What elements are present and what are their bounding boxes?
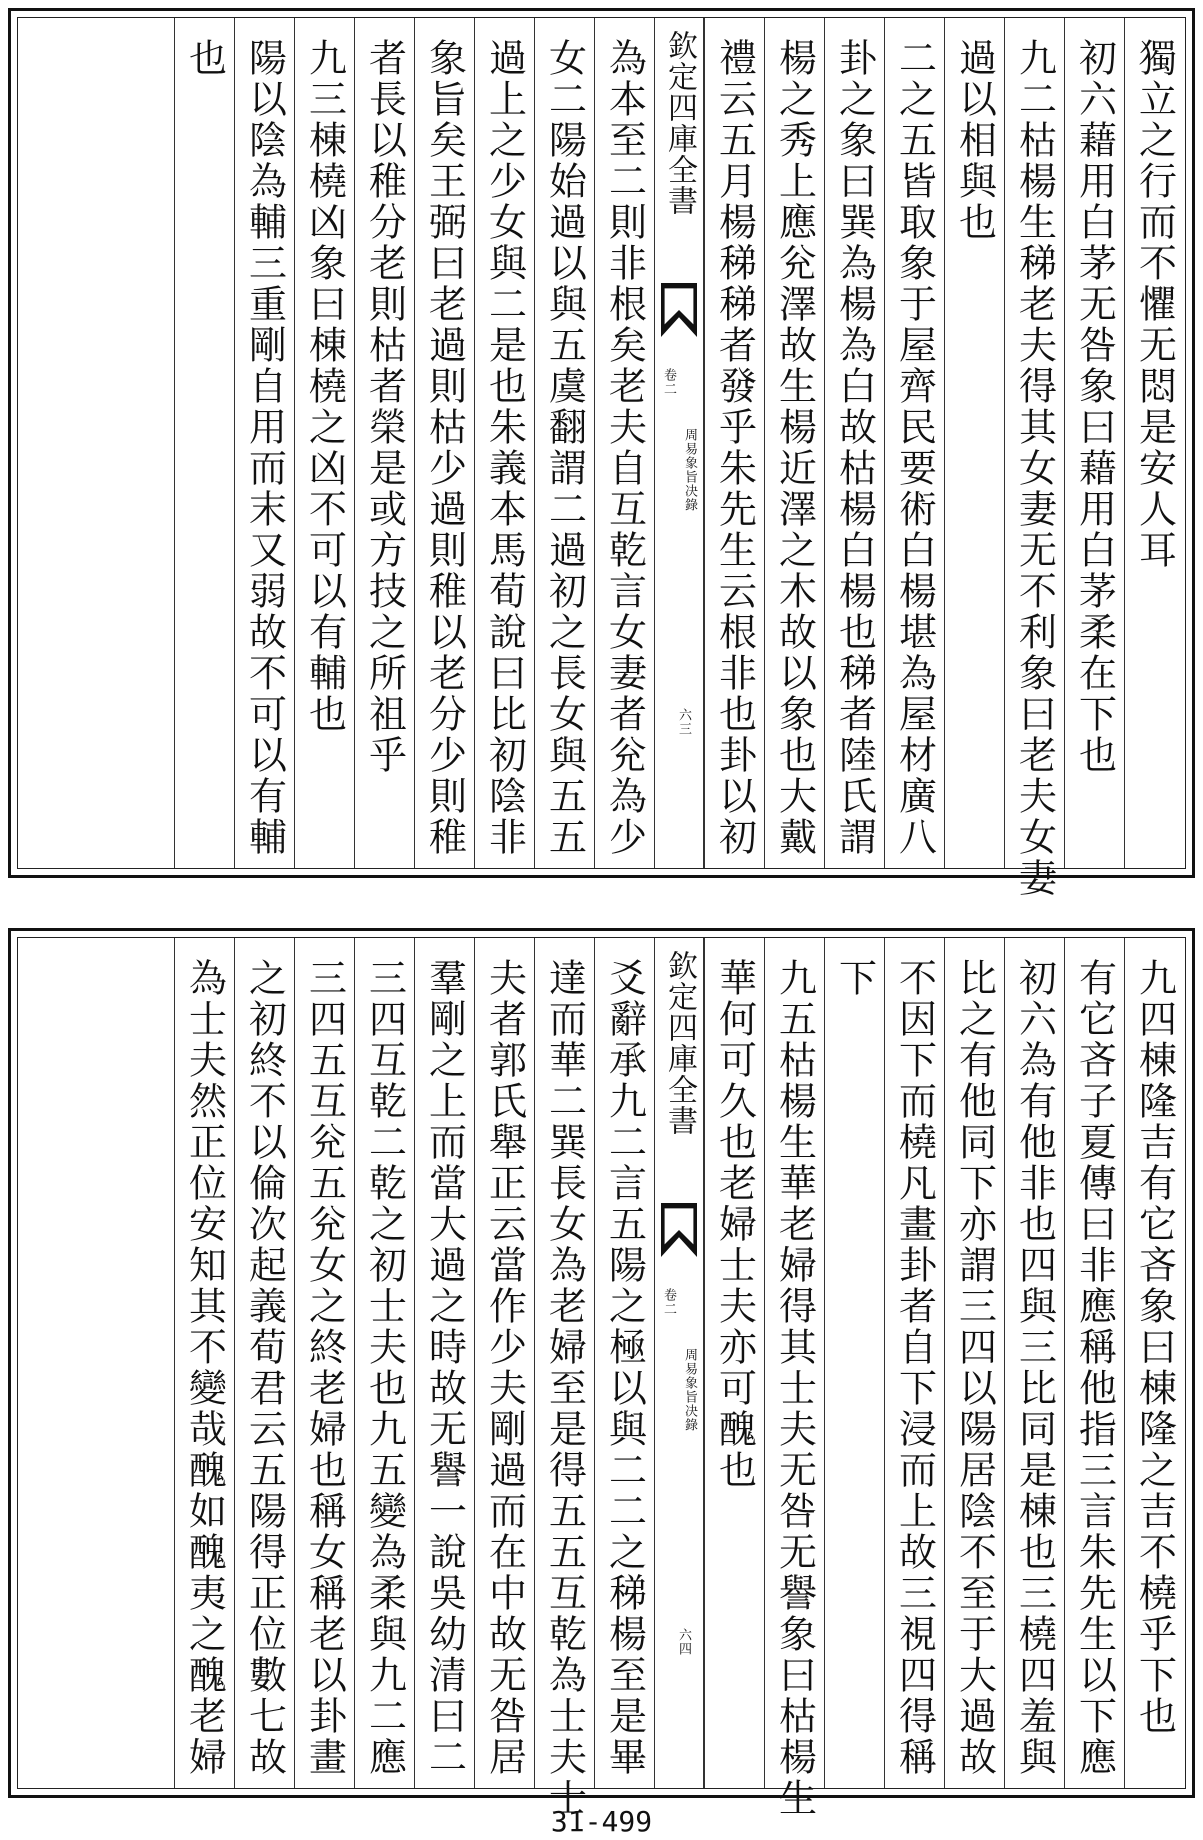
column-text: 九二枯楊生稊老夫得其女妻无不利象曰老夫女妻 xyxy=(1012,38,1057,899)
text-column xyxy=(884,938,944,1788)
text-column xyxy=(1004,18,1064,899)
column-text: 女二陽始過以與五虞翻謂二過初之長女與五五 xyxy=(542,38,587,858)
fish-tail-mark-icon xyxy=(661,280,697,340)
column-text: 九三棟橈凶象曰棟橈之凶不可以有輔也 xyxy=(302,38,347,735)
text-column xyxy=(944,18,1004,868)
text-column xyxy=(764,938,824,1819)
text-column xyxy=(824,18,884,868)
column-text: 九四棟隆吉有它吝象曰棟隆之吉不橈乎下也 xyxy=(1132,958,1177,1737)
text-column xyxy=(354,938,414,1788)
column-text: 九五枯楊生華老婦得其士夫无咎无譽象曰枯楊生 xyxy=(772,958,817,1819)
text-column xyxy=(174,18,234,868)
text-column xyxy=(1124,18,1184,868)
text-column xyxy=(1004,938,1064,1788)
column-text: 過上之少女與二是也朱義本馬荀說曰比初陰非 xyxy=(482,38,527,858)
center-fold-strip xyxy=(654,938,704,1788)
text-column xyxy=(824,938,884,1788)
column-text: 比之有他同下亦謂三四以陽居陰不至于大過故 xyxy=(952,958,997,1778)
text-column xyxy=(294,18,354,868)
column-text: 達而華二巽長女為老婦至是得五五互乾為士夫士 xyxy=(542,958,587,1819)
column-text: 下 xyxy=(832,958,877,999)
column-text: 為本至二則非根矣老夫自互乾言女妻者兊為少 xyxy=(602,38,647,858)
column-text: 初六藉用白茅无咎象曰藉用白茅柔在下也 xyxy=(1072,38,1117,776)
column-text: 過以相與也 xyxy=(952,38,997,243)
leaf-number: 六四 xyxy=(676,1628,691,1656)
column-text: 有它吝子夏傳曰非應稱他指三言朱先生以下應 xyxy=(1072,958,1117,1778)
leaf-number: 六三 xyxy=(676,708,691,736)
center-fold-strip xyxy=(654,18,704,868)
text-column xyxy=(414,18,474,868)
text-column xyxy=(764,18,824,868)
column-text: 之初終不以倫次起義荀君云五陽得正位數七故 xyxy=(242,958,287,1778)
header-title: 欽定四庫全書 xyxy=(662,30,697,216)
book-title: 周易象旨决錄 xyxy=(682,428,697,512)
column-text: 華何可久也老婦士夫亦可醜也 xyxy=(712,958,757,1491)
juan-label: 卷二 xyxy=(661,1288,676,1316)
text-column xyxy=(234,18,294,868)
text-column xyxy=(474,18,534,868)
top-page-frame xyxy=(17,17,1186,899)
text-column xyxy=(534,938,594,1819)
column-text: 不因下而橈凡畫卦者自下浸而上故三視四得稱 xyxy=(892,958,937,1778)
column-text: 者長以稚分老則枯者榮是或方技之所祖乎 xyxy=(362,38,407,776)
text-column xyxy=(1064,938,1124,1788)
text-column xyxy=(414,938,474,1788)
column-text: 禮云五月楊稊稊者發乎朱先生云根非也卦以初 xyxy=(712,38,757,858)
text-column xyxy=(534,18,594,868)
text-column xyxy=(174,938,234,1788)
text-column xyxy=(234,938,294,1788)
column-text: 三四五互兊五兊女之終老婦也稱女稱老以卦畫 xyxy=(302,958,347,1778)
column-text: 陽以陰為輔三重剛自用而末又弱故不可以有輔 xyxy=(242,38,287,858)
text-column xyxy=(1124,938,1184,1788)
juan-label: 卷二 xyxy=(661,368,676,396)
column-text: 爻辭承九二言五陽之極以與二二之稊楊至是畢 xyxy=(602,958,647,1778)
column-text: 夫者郭氏舉正云當作少夫剛過而在中故无咎居 xyxy=(482,958,527,1778)
text-column xyxy=(944,938,1004,1788)
text-column xyxy=(474,938,534,1788)
column-text: 二之五皆取象于屋齊民要術白楊堪為屋材廣八 xyxy=(892,38,937,858)
bottom-page-frame xyxy=(17,937,1186,1819)
text-column xyxy=(594,18,654,868)
page-number: 31-499 xyxy=(550,1805,653,1838)
text-column xyxy=(294,938,354,1788)
text-column xyxy=(594,938,654,1788)
text-column xyxy=(704,938,764,1788)
text-column xyxy=(1064,18,1124,868)
header-title: 欽定四庫全書 xyxy=(662,950,697,1136)
text-column xyxy=(704,18,764,868)
top-page-panel xyxy=(8,8,1195,899)
column-text: 為士夫然正位安知其不變哉醜如醜夷之醜老婦 xyxy=(182,958,227,1778)
fish-tail-mark-icon xyxy=(661,1200,697,1260)
column-text: 象旨矣王弼曰老過則枯少過則稚以老分少則稚 xyxy=(422,38,467,858)
column-text: 三四互乾二乾之初士夫也九五變為柔與九二應 xyxy=(362,958,407,1778)
book-title: 周易象旨决錄 xyxy=(682,1348,697,1432)
column-text: 初六為有他非也四與三比同是棟也三橈四羞與 xyxy=(1012,958,1057,1778)
bottom-page-panel xyxy=(8,928,1195,1819)
column-text: 羣剛之上而當大過之時故无譽一說吳幼清曰二 xyxy=(422,958,467,1778)
text-column xyxy=(884,18,944,868)
column-text: 卦之象曰巽為楊為白故枯楊白楊也稊者陸氏謂 xyxy=(832,38,877,858)
column-text: 獨立之行而不懼无悶是安人耳 xyxy=(1132,38,1177,571)
column-text: 也 xyxy=(182,38,227,79)
column-text: 楊之秀上應兊澤故生楊近澤之木故以象也大戴 xyxy=(772,38,817,858)
text-column xyxy=(354,18,414,868)
